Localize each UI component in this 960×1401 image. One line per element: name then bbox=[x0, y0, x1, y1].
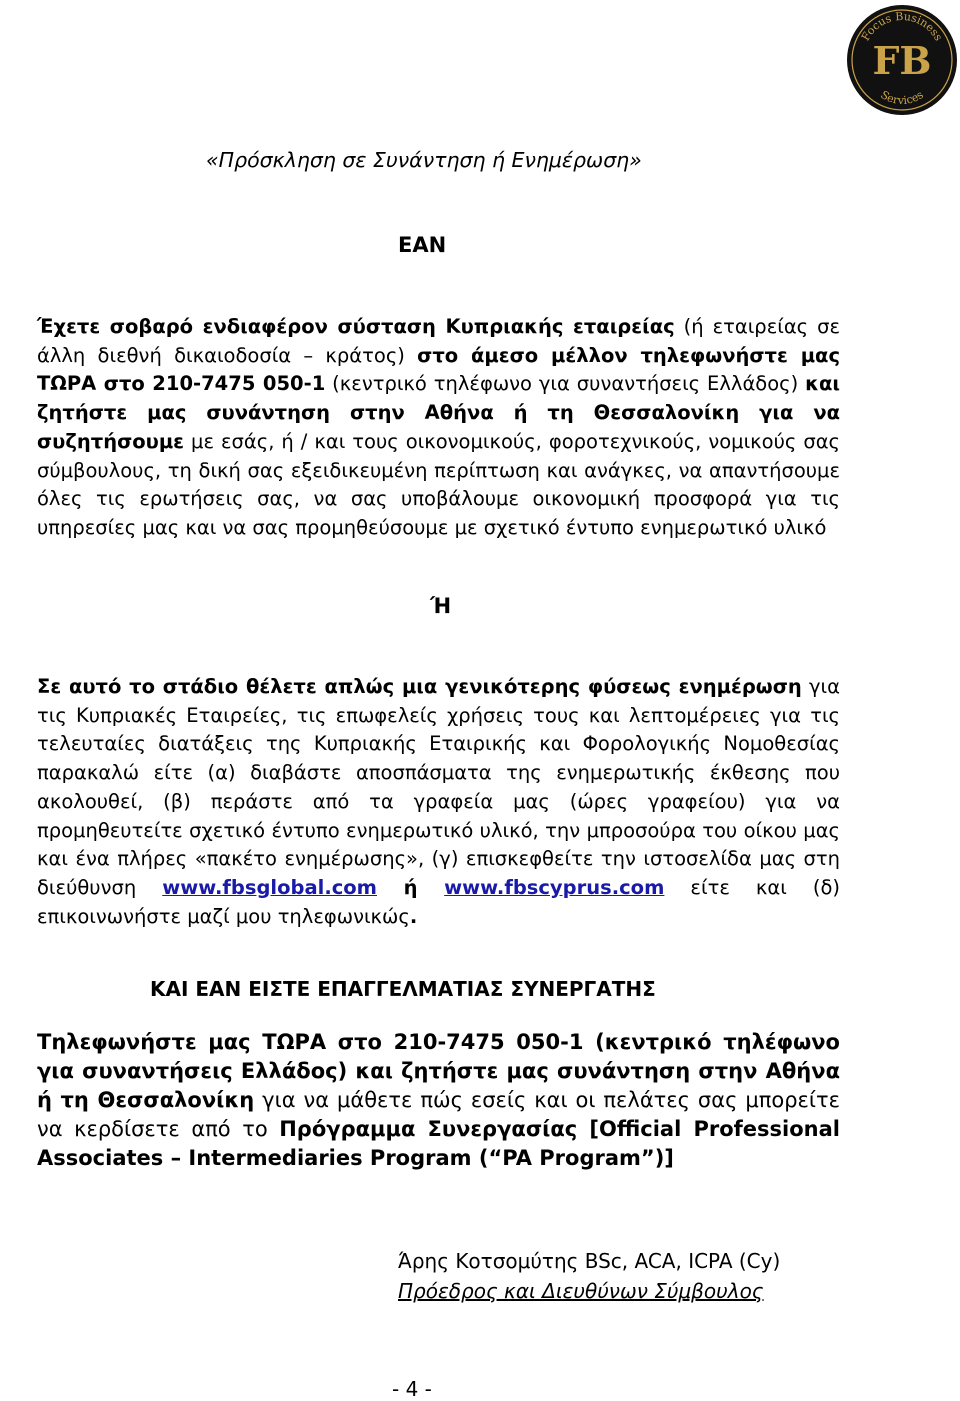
p2-bold-intro: Σε αυτό το στάδιο θέλετε απλώς μια γενικότερης φύσεως ενημέρωση bbox=[37, 675, 802, 698]
p1-bold-intro: Έχετε σοβαρό ενδιαφέρον σύσταση Κυπριακής εταιρείας bbox=[37, 315, 675, 338]
p2-text-1: για τις Κυπριακές Εταιρείες, τις επωφελείς χρήσεις τους και λεπτομέρειες για τις τελευταίες διατάξεις της Κυπριακής Εταιρικής και Φορολογικής Νομοθεσίας παρακαλώ είτε (α) διαβάστε αποσπάσματα της ενημερωτικής έκθεσης που ακολουθεί, (β) περάστε από τα γραφεία μας (ώρες γραφείου) για να προμηθευτείτε σχετικό έντυπο ενημερωτικό υλικό, την μπροσούρα του οίκου μας και ένα πλήρες «πακέτο ενημέρωσης», (γ) επισκεφθείτε την ιστοσελίδα μας στη διεύθυνση bbox=[37, 675, 840, 899]
p2-text-2: είτε και (δ) επικοινωνήστε μαζί μου τηλεφωνικώς bbox=[37, 875, 841, 928]
link-fbscyprus[interactable]: www.fbscyprus.com bbox=[444, 875, 665, 899]
paragraph-partner-program bbox=[37, 1028, 840, 1173]
heading-or: Ή bbox=[430, 594, 452, 618]
p2-or-word: ή bbox=[377, 875, 445, 899]
heading-professional-partner: ΚΑΙ ΕΑΝ ΕΙΣΤΕ ΕΠΑΓΓΕΛΜΑΤΙΑΣ ΣΥΝΕΡΓΑΤΗΣ bbox=[150, 977, 656, 1001]
p3-bold-call: Τηλεφωνήστε μας ΤΩΡΑ στο 210-7475 050-1 (κεντρικό τηλέφωνο για συναντήσεις Ελλάδος) και ζητήστε μας συνάντηση στην Αθήνα ή τη Θεσσαλονίκη bbox=[37, 1030, 840, 1112]
document-subtitle: «Πρόσκληση σε Συνάντηση ή Ενημέρωση» bbox=[206, 148, 642, 172]
heading-ean: ΕΑΝ bbox=[398, 233, 447, 257]
paragraph-general-info bbox=[37, 673, 840, 931]
p1-text-1: (ή εταιρείας σε άλλη διεθνή δικαιοδοσία – κράτος) bbox=[37, 315, 840, 367]
link-fbsglobal[interactable]: www.fbsglobal.com bbox=[162, 875, 377, 899]
signature-title: Πρόεδρος και Διευθύνων Σύμβουλος bbox=[398, 1279, 764, 1303]
logo-top-text: Focus Business bbox=[858, 9, 946, 44]
p3-text-1: για να μάθετε πώς εσείς και οι πελάτες σας μπορείτε να κερδίσετε από το bbox=[37, 1088, 840, 1141]
p1-bold-call: στο άμεσο μέλλον τηλεφωνήστε μας ΤΩΡΑ στο 210-7475 050-1 bbox=[37, 343, 841, 396]
p1-text-3: με εσάς, ή / και τους οικονομικούς, φοροτεχνικούς, νομικούς σας σύμβουλους, τη δική σας εξειδικευμένη περίπτωση και ανάγκες, να απαντήσουμε όλες τις ερωτήσεις σας, να σας υποβάλουμε οικονομική προσφορά για τις υπηρεσίες μας και να σας προμηθεύσουμε με σχετικό έντυπο ενημερωτικό υλικό bbox=[37, 429, 840, 539]
p2-period: . bbox=[409, 904, 418, 928]
logo-letters: FB bbox=[872, 38, 932, 83]
company-logo bbox=[842, 0, 960, 122]
p3-bold-program: Πρόγραμμα Συνεργασίας [Official Professional Associates – Intermediaries Program (“PA Program”)] bbox=[37, 1117, 840, 1170]
signature-name: Άρης Κοτσομύτης BSc, ACA, ICPA (Cy) bbox=[398, 1249, 781, 1273]
paragraph-company-formation bbox=[37, 313, 840, 543]
p1-text-2: (κεντρικό τηλέφωνο για συναντήσεις Ελλάδος) bbox=[325, 372, 806, 396]
logo-bottom-text: Services bbox=[878, 88, 926, 108]
p1-bold-meeting: και ζητήστε μας συνάντηση στην Αθήνα ή τη Θεσσαλονίκη για να συζητήσουμε bbox=[37, 372, 840, 453]
page-number: - 4 - bbox=[392, 1377, 432, 1401]
